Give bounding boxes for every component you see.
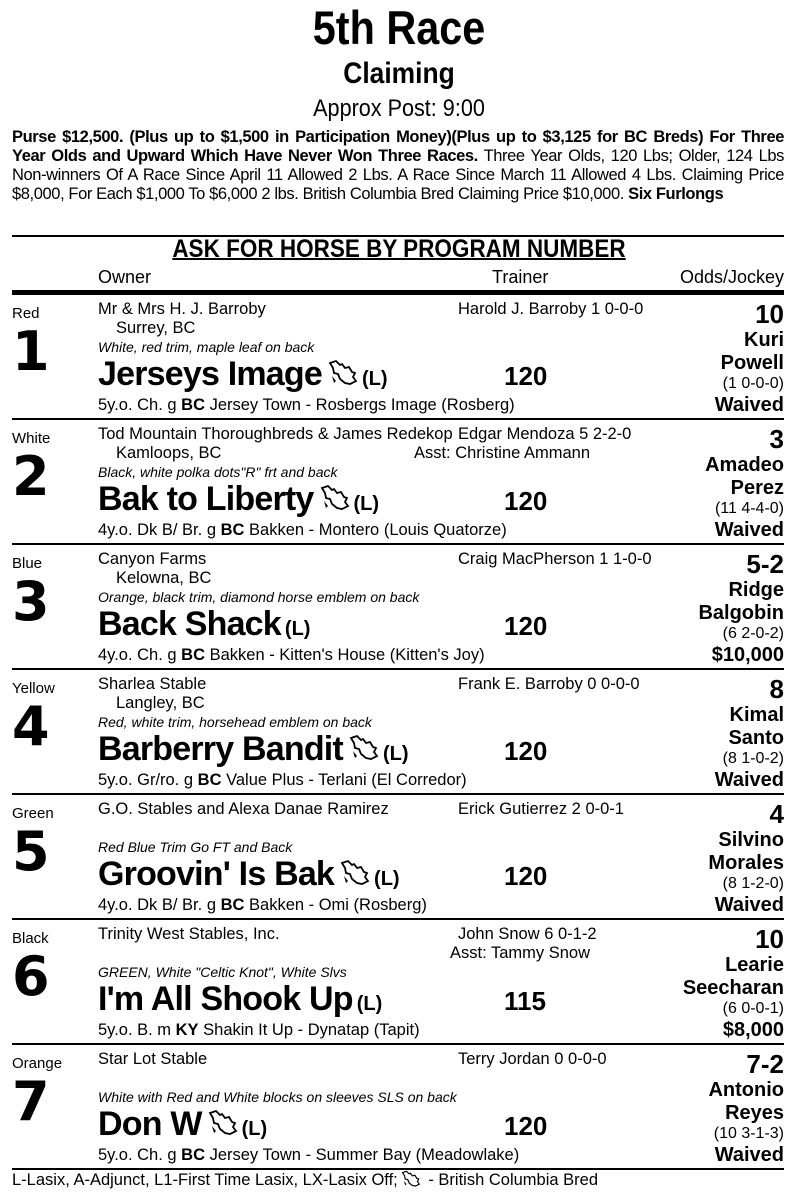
weight: 120 bbox=[504, 1111, 548, 1141]
owner-location: Kelowna, BC bbox=[116, 569, 212, 587]
medication: (L) bbox=[362, 368, 388, 390]
assistant-trainer: Asst: Tammy Snow bbox=[450, 944, 590, 962]
entry-row bbox=[12, 545, 784, 670]
horse-name-line bbox=[98, 979, 382, 1024]
morning-line-odds: 3 bbox=[769, 424, 784, 454]
legend-bc-text: - British Columbia Bred bbox=[423, 1171, 598, 1189]
silks-description: Orange, black trim, diamond horse emblem on back bbox=[98, 589, 420, 605]
entry-row bbox=[12, 420, 784, 545]
british-columbia-map-icon bbox=[320, 484, 350, 512]
entry-row bbox=[12, 795, 784, 920]
jockey-stats: (6 2-0-2) bbox=[722, 625, 784, 642]
ask-banner-text: ASK FOR HORSE BY PROGRAM NUMBER bbox=[172, 235, 626, 263]
claim-price: Waived bbox=[714, 769, 784, 791]
owner-name: Tod Mountain Thoroughbreds & James Redekop bbox=[98, 425, 453, 443]
silks-description: White with Red and White blocks on sleeves SLS on back bbox=[98, 1089, 457, 1105]
owner-name: Mr & Mrs H. J. Barroby bbox=[98, 300, 266, 318]
silks-description: Red, white trim, horsehead emblem on back bbox=[98, 714, 372, 730]
medication: (L) bbox=[353, 493, 380, 515]
morning-line-odds: 8 bbox=[769, 674, 784, 704]
weight: 120 bbox=[504, 611, 548, 641]
breeding-age-sex: 5y.o. B. m bbox=[98, 1021, 176, 1039]
trainer: Edgar Mendoza 5 2-2-0 bbox=[458, 425, 632, 443]
breeding-state: BC bbox=[181, 1146, 205, 1164]
trainer: Craig MacPherson 1 1-0-0 bbox=[458, 550, 652, 568]
breeding bbox=[98, 521, 507, 540]
owner-location: Surrey, BC bbox=[116, 319, 196, 337]
post-time: Approx Post: 9:00 bbox=[313, 95, 485, 122]
british-columbia-map-icon bbox=[328, 359, 358, 387]
breeding-state: BC bbox=[181, 396, 205, 414]
weight: 120 bbox=[504, 736, 548, 766]
breeding-state: BC bbox=[220, 521, 245, 539]
jockey-name: Kuri Powell bbox=[720, 329, 784, 374]
jockey-name: Silvino Morales bbox=[708, 829, 784, 874]
claim-price: $10,000 bbox=[711, 644, 784, 666]
entry-row bbox=[12, 920, 784, 1045]
program-number: 6 bbox=[12, 945, 50, 1008]
owner-name: Sharlea Stable bbox=[98, 675, 207, 693]
morning-line-odds: 10 bbox=[755, 924, 784, 954]
race-conditions bbox=[12, 128, 784, 204]
medication: (L) bbox=[284, 618, 311, 640]
breeding bbox=[98, 646, 485, 665]
weight: 120 bbox=[504, 361, 548, 391]
jockey-stats: (10 3-1-3) bbox=[713, 1125, 784, 1142]
jockey-name: Learie Seecharan bbox=[682, 954, 784, 999]
horse-name-line bbox=[98, 1104, 267, 1149]
horse-name: Back Shack bbox=[98, 605, 281, 643]
breeding-pedigree: Shakin It Up - Dynatap (Tapit) bbox=[198, 1021, 420, 1039]
horse-name: Bak to Liberty bbox=[98, 480, 314, 518]
saddlecloth-color: Green bbox=[12, 805, 54, 822]
saddlecloth-color: White bbox=[12, 430, 51, 447]
jockey-name: Antonio Reyes bbox=[708, 1079, 784, 1124]
program-number: 1 bbox=[12, 320, 50, 383]
morning-line-odds: 4 bbox=[769, 799, 784, 829]
breeding-state: KY bbox=[175, 1021, 199, 1039]
breeding-age-sex: 5y.o. Ch. g bbox=[98, 1146, 182, 1164]
silks-description: Red Blue Trim Go FT and Back bbox=[98, 839, 293, 855]
silks-description: GREEN, White "Celtic Knot", White Slvs bbox=[98, 964, 347, 980]
saddlecloth-color: Black bbox=[12, 930, 49, 947]
race-type: Claiming bbox=[343, 57, 455, 90]
breeding-pedigree: Bakken - Omi (Rosberg) bbox=[244, 896, 427, 914]
breeding-pedigree: Bakken - Kitten's House (Kitten's Joy) bbox=[205, 646, 485, 664]
breeding bbox=[98, 771, 467, 790]
saddlecloth-color: Orange bbox=[12, 1055, 63, 1072]
medication: (L) bbox=[356, 993, 383, 1015]
claim-price: Waived bbox=[714, 519, 784, 541]
saddlecloth-color: Red bbox=[12, 305, 40, 322]
jockey-stats: (8 1-2-0) bbox=[722, 875, 784, 892]
horse-name: Barberry Bandit bbox=[98, 730, 343, 768]
breeding-state: BC bbox=[197, 771, 222, 789]
program-number: 5 bbox=[12, 820, 50, 883]
breeding bbox=[98, 1021, 420, 1040]
breeding-age-sex: 4y.o. Dk B/ Br. g bbox=[98, 521, 221, 539]
morning-line-odds: 10 bbox=[755, 299, 784, 329]
saddlecloth-color: Yellow bbox=[12, 680, 55, 697]
owner-name: Star Lot Stable bbox=[98, 1050, 208, 1068]
morning-line-odds: 7-2 bbox=[746, 1049, 784, 1079]
trainer: John Snow 6 0-1-2 bbox=[458, 925, 597, 943]
horse-name-line bbox=[98, 604, 310, 649]
entry-row bbox=[12, 670, 784, 795]
medication: (L) bbox=[241, 1118, 268, 1140]
breeding-state: BC bbox=[220, 896, 245, 914]
race-title: 5th Race bbox=[312, 1, 486, 54]
british-columbia-map-icon bbox=[208, 1109, 238, 1137]
claim-price: Waived bbox=[714, 894, 784, 916]
claim-price: $8,000 bbox=[722, 1019, 784, 1041]
silks-description: White, red trim, maple leaf on back bbox=[98, 339, 315, 355]
jockey-stats: (11 4-4-0) bbox=[714, 500, 784, 517]
legend bbox=[12, 1170, 598, 1190]
horse-name: I'm All Shook Up bbox=[98, 980, 353, 1018]
weight: 120 bbox=[504, 861, 548, 891]
program-number: 7 bbox=[12, 1070, 50, 1133]
column-header-owner: Owner bbox=[98, 267, 152, 287]
legend-text: L-Lasix, A-Adjunct, L1-First Time Lasix, LX-Lasix Off; bbox=[12, 1171, 398, 1189]
conditions-distance: Six Furlongs bbox=[628, 185, 724, 203]
breeding-age-sex: 5y.o. Ch. g bbox=[98, 396, 182, 414]
column-header-odds-jockey: Odds/Jockey bbox=[679, 267, 784, 287]
horse-name-line bbox=[98, 354, 388, 399]
breeding-pedigree: Jersey Town - Summer Bay (Meadowlake) bbox=[205, 1146, 520, 1164]
jockey-stats: (8 1-0-2) bbox=[722, 750, 784, 767]
owner-location: Langley, BC bbox=[116, 694, 205, 712]
breeding-pedigree: Value Plus - Terlani (El Corredor) bbox=[221, 771, 467, 789]
breeding bbox=[98, 1146, 519, 1165]
trainer: Terry Jordan 0 0-0-0 bbox=[458, 1050, 607, 1068]
breeding-pedigree: Jersey Town - Rosbergs Image (Rosberg) bbox=[205, 396, 515, 414]
british-columbia-map-icon bbox=[349, 734, 379, 762]
horse-name-line bbox=[98, 479, 379, 524]
jockey-stats: (1 0-0-0) bbox=[722, 375, 784, 392]
column-header-trainer: Trainer bbox=[492, 267, 549, 287]
entry-row bbox=[12, 295, 784, 420]
breeding-age-sex: 5y.o. Gr/ro. g bbox=[98, 771, 198, 789]
jockey-name: Kimal Santo bbox=[728, 704, 784, 749]
program-number: 4 bbox=[12, 695, 50, 758]
weight: 115 bbox=[504, 986, 546, 1016]
jockey-name: Ridge Balgobin bbox=[698, 579, 784, 624]
conditions-purse: Purse $12,500. (Plus up to $1,500 in Participation Money)(Plus up to $3,125 for BC Breds) For Three Year Olds and Upward Which Have Never Won Three Races. bbox=[12, 128, 784, 165]
trainer: Frank E. Barroby 0 0-0-0 bbox=[458, 675, 640, 693]
silks-description: Black, white polka dots"R" frt and back bbox=[98, 464, 338, 480]
owner-location: Kamloops, BC bbox=[116, 444, 222, 462]
breeding bbox=[98, 396, 515, 415]
british-columbia-map-icon bbox=[340, 859, 370, 887]
morning-line-odds: 5-2 bbox=[746, 549, 784, 579]
breeding-age-sex: 4y.o. Ch. g bbox=[98, 646, 182, 664]
program-number: 2 bbox=[12, 445, 50, 508]
breeding bbox=[98, 896, 427, 915]
horse-name: Groovin' Is Bak bbox=[98, 855, 335, 893]
claim-price: Waived bbox=[714, 1144, 784, 1166]
conditions-details: Three Year Olds, 120 Lbs; Older, 124 Lbs Non-winners Of A Race Since April 11 Allowed 2 Lbs. A Race Since March 11 Allowed 4 Lbs. Claiming Price $8,000, For Each $1,000 To $6,000 2 lbs. British Columbia Bred Claiming Price $10,000. bbox=[12, 147, 784, 203]
horse-name: Don W bbox=[98, 1105, 202, 1143]
assistant-trainer: Asst: Christine Ammann bbox=[413, 444, 590, 462]
entry-row bbox=[12, 1045, 784, 1170]
breeding-age-sex: 4y.o. Dk B/ Br. g bbox=[98, 896, 221, 914]
trainer: Harold J. Barroby 1 0-0-0 bbox=[458, 300, 644, 318]
jockey-name: Amadeo Perez bbox=[705, 454, 784, 499]
jockey-stats: (6 0-0-1) bbox=[722, 1000, 784, 1017]
saddlecloth-color: Blue bbox=[12, 555, 43, 572]
medication: (L) bbox=[374, 868, 400, 890]
weight: 120 bbox=[504, 486, 548, 516]
owner-name: Canyon Farms bbox=[98, 550, 207, 568]
program-number: 3 bbox=[12, 570, 50, 633]
owner-name: Trinity West Stables, Inc. bbox=[98, 925, 280, 943]
medication: (L) bbox=[382, 743, 409, 765]
horse-name-line bbox=[98, 854, 400, 899]
claim-price: Waived bbox=[714, 394, 784, 416]
breeding-state: BC bbox=[181, 646, 205, 664]
horse-name: Jerseys Image bbox=[98, 355, 322, 393]
horse-name-line bbox=[98, 729, 409, 774]
british-columbia-map-icon bbox=[400, 1170, 422, 1188]
ask-banner bbox=[40, 234, 758, 264]
breeding-pedigree: Bakken - Montero (Louis Quatorze) bbox=[244, 521, 507, 539]
trainer: Erick Gutierrez 2 0-0-1 bbox=[458, 800, 624, 818]
owner-name: G.O. Stables and Alexa Danae Ramirez bbox=[98, 800, 389, 818]
